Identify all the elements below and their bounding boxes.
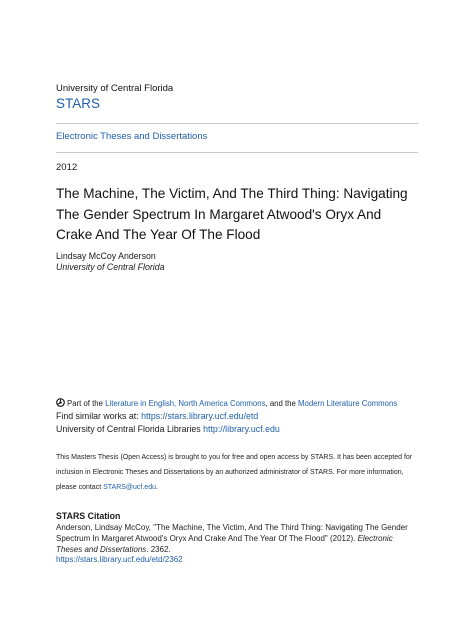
citation-block <box>56 523 418 566</box>
citation-heading: STARS Citation <box>56 511 121 521</box>
network-icon <box>56 398 65 407</box>
divider <box>56 152 418 153</box>
cover-page <box>56 0 418 632</box>
collection-link[interactable]: Electronic Theses and Dissertations <box>56 131 208 142</box>
author-name: Lindsay McCoy Anderson <box>56 251 156 261</box>
citation-journal: Electronic Theses and Dissertations <box>56 533 393 554</box>
thesis-title: The Machine, The Victim, And The Third Thing: Navigating The Gender Spectrum In Margaret Atwood's Oryx And Crake And The Year Of The Flood <box>56 186 408 242</box>
repository-link[interactable]: STARS <box>56 96 101 111</box>
find-similar-link[interactable]: https://stars.library.ucf.edu/etd <box>141 411 259 421</box>
notice-end: . <box>155 484 158 491</box>
part-of-line <box>56 398 397 410</box>
contact-email-link[interactable]: STARS@ucf.edu <box>103 484 156 491</box>
citation-url-link[interactable]: https://stars.library.ucf.edu/etd/2362 <box>56 555 183 565</box>
literature-english-commons-link[interactable]: Literature in English, North America Commons <box>105 399 266 408</box>
citation-number: . 2362. <box>146 544 171 554</box>
part-of-prefix: Part of the <box>67 399 106 408</box>
access-notice <box>56 450 418 495</box>
divider <box>56 123 418 124</box>
author-affiliation: University of Central Florida <box>56 262 165 272</box>
publication-year: 2012 <box>56 162 78 173</box>
libraries-label: University of Central Florida Libraries <box>56 424 204 434</box>
notice-text: This Masters Thesis (Open Access) is brought to you for free and open access by STARS. It has been accepted for inclusion in Electronic Theses and Dissertations by an authorized administrator of STARS. For more information, please contact <box>56 454 413 491</box>
modern-literature-commons-link[interactable]: Modern Literature Commons <box>298 399 398 408</box>
part-of-middle: , and the <box>265 399 298 408</box>
libraries-link[interactable]: http://library.ucf.edu <box>203 424 280 434</box>
find-similar-line <box>56 411 258 421</box>
libraries-line <box>56 424 280 434</box>
find-similar-label: Find similar works at: <box>56 411 142 421</box>
citation-text: Anderson, Lindsay McCoy, "The Machine, The Victim, And The Third Thing: Navigating The Gender Spectrum In Margaret Atwood's Oryx And Crake And The Year Of The Flood" (2012). <box>56 523 408 543</box>
institution-name: University of Central Florida <box>56 83 174 94</box>
